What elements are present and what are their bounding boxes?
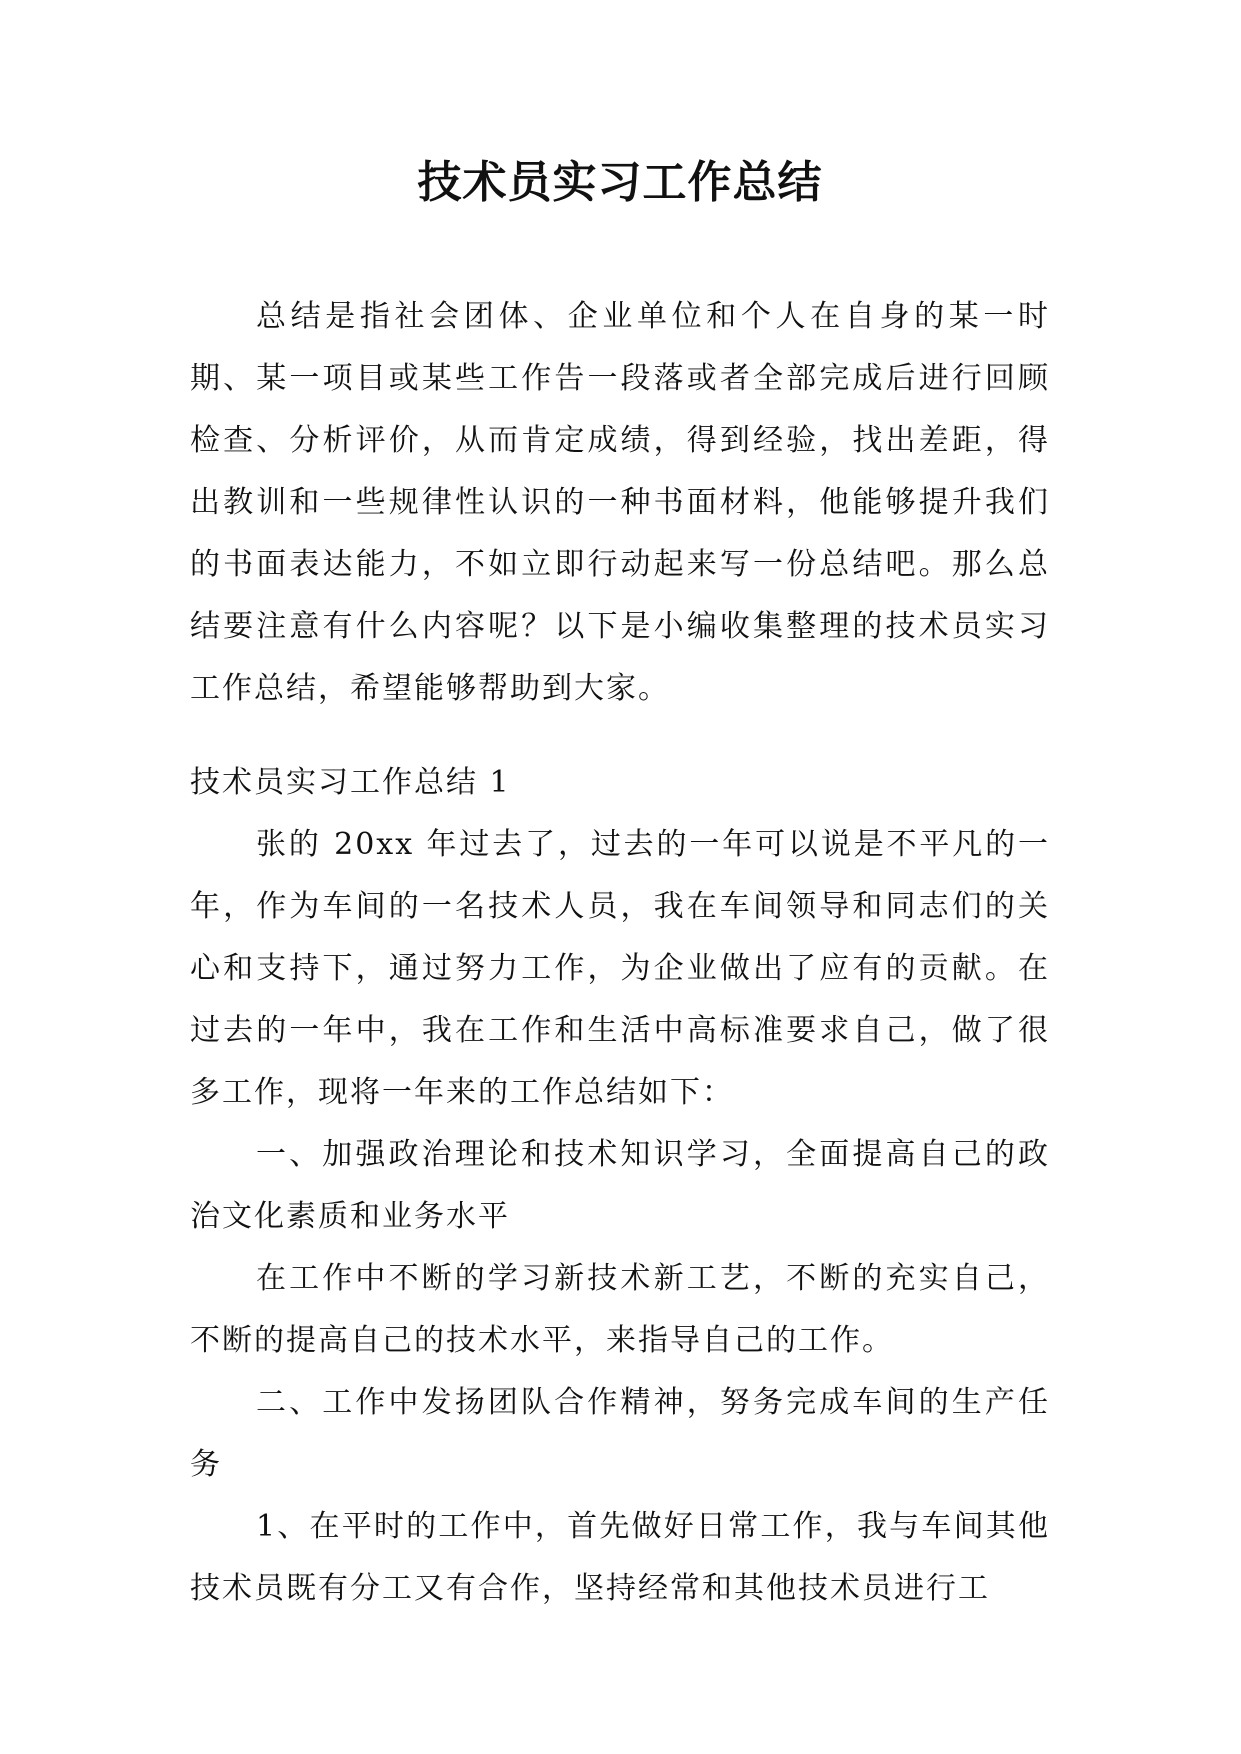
section-title: 技术员实习工作总结 1 [190, 765, 511, 800]
subheading-2: 二、工作中发扬团队合作精神，努务完成车间的生产任务 [190, 1385, 1050, 1482]
body-paragraph-1: 张的 20xx 年过去了，过去的一年可以说是不平凡的一年，作为车间的一名技术人员，我在车间领导和同志们的关心和支持下，通过努力工作，为企业做出了应有的贡献。在过去的一年中，我在工作和生活中高标准要求自己，做了很多工作，现将一年来的工作总结如下： [190, 827, 1050, 1110]
body-paragraph-3: 1、在平时的工作中，首先做好日常工作，我与车间其他技术员既有分工又有合作，坚持经常和其他技术员进行工 [190, 1509, 1050, 1606]
document-title: 技术员实习工作总结 [417, 157, 823, 208]
intro-paragraph: 总结是指社会团体、企业单位和个人在自身的某一时期、某一项目或某些工作告一段落或者全部完成后进行回顾检查、分析评价，从而肯定成绩，得到经验，找出差距，得出教训和一些规律性认识的一种书面材料，他能够提升我们的书面表达能力，不如立即行动起来写一份总结吧。那么总结要注意有什么内容呢？以下是小编收集整理的技术员实习工作总结，希望能够帮助到大家。 [190, 299, 1050, 706]
body-paragraph-2: 在工作中不断的学习新技术新工艺，不断的充实自己，不断的提高自己的技术水平，来指导自己的工作。 [190, 1261, 1050, 1358]
subheading-1: 一、加强政治理论和技术知识学习，全面提高自己的政治文化素质和业务水平 [190, 1137, 1050, 1234]
